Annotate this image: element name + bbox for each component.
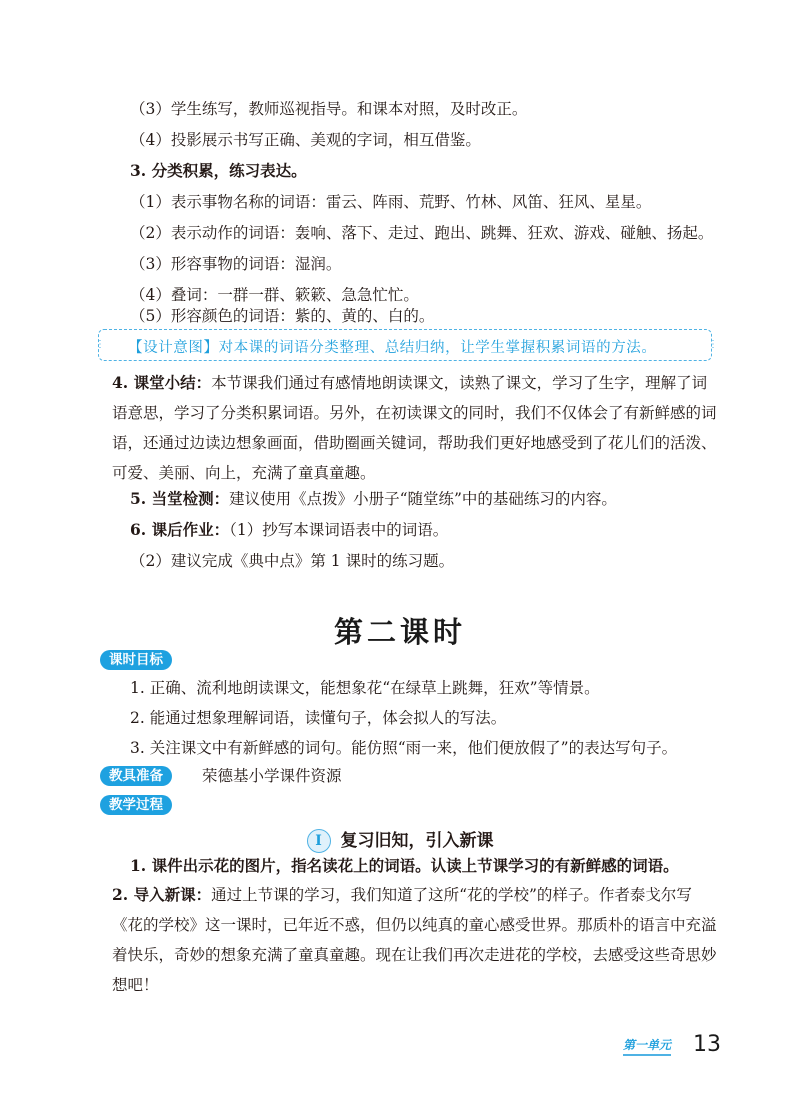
lesson-summary (112, 368, 718, 488)
part1-step-2 (112, 880, 718, 1000)
step3-item-3: （3）形容事物的词语：湿润。 (130, 255, 342, 273)
dots-right-icon: ⋮ (708, 339, 718, 350)
goal-3: 3. 关注课文中有新鲜感的词句。能仿照“雨一来，他们便放假了”的表达写句子。 (130, 739, 678, 757)
summary-lead: 4. 课堂小结： (112, 373, 212, 392)
homework-item-2: （2）建议完成《典中点》第 1 课时的练习题。 (130, 552, 455, 570)
part1-step2-text: 通过上节课的学习，我们知道了这所“花的学校”的样子。作者泰戈尔写《花的学校》这一课时，已年近不惑，但仍以纯真的童心感受世界。那质朴的语言中充溢着快乐，奇妙的想象充满了童真童趣。现在让我们再次走进花的学校，去感受这些奇思妙想吧！ (112, 886, 717, 994)
check-lead: 5. 当堂检测： (130, 489, 230, 508)
goals-tag: 课时目标 (100, 650, 172, 670)
tools-tag: 教具准备 (100, 766, 172, 786)
part1-step-1: 1. 课件出示花的图片，指名读花上的词语。认读上节课学习的有新鲜感的词语。 (130, 856, 679, 875)
step-4-projection: （4）投影展示书写正确、美观的字词，相互借鉴。 (130, 131, 481, 149)
in-class-check (130, 489, 617, 509)
step3-item-5: （5）形容颜色的词语：紫的、黄的、白的。 (130, 307, 435, 325)
step3-item-1: （1）表示事物名称的词语：雷云、阵雨、荒野、竹林、风笛、狂风、星星。 (130, 193, 652, 211)
check-text: 建议使用《点拨》小册子“随堂练”中的基础练习的内容。 (229, 490, 617, 508)
summary-text: 本节课我们通过有感情地朗读课文，读熟了课文，学习了生字，理解了词语意思，学习了分类积累词语。另外，在初读课文的同时，我们不仅体会了有新鲜感的词语，还通过边读边想象画面，借助圈画关键词，帮助我们更好地感受到了花儿们的活泼、可爱、美丽、向上，充满了童真童趣。 (112, 374, 717, 482)
part1-step2-lead: 2. 导入新课： (112, 885, 212, 904)
step-3-practice: （3）学生练写，教师巡视指导。和课本对照，及时改正。 (130, 100, 528, 118)
homework-item-1: （1）抄写本课词语表中的词语。 (229, 521, 449, 539)
homework (130, 520, 448, 540)
homework-lead: 6. 课后作业： (130, 520, 230, 539)
roman-numeral-icon: I (307, 829, 331, 853)
footer-unit-label: 第一单元 (623, 1036, 671, 1056)
goal-2: 2. 能通过想象理解词语，读懂句子，体会拟人的写法。 (130, 709, 507, 727)
step3-item-2: （2）表示动作的词语：轰响、落下、走过、跑出、跳舞、狂欢、游戏、碰触、扬起。 (130, 224, 714, 242)
part1-title: 复习旧知，引入新课 (340, 831, 494, 851)
goal-1: 1. 正确、流利地朗读课文，能想象花“在绿草上跳舞，狂欢”等情景。 (130, 679, 600, 697)
lesson-title: 第二课时 (333, 615, 466, 649)
step3-item-4: （4）叠词：一群一群、簌簌、急急忙忙。 (130, 286, 419, 304)
part1-heading (0, 826, 800, 853)
page-number: 13 (693, 1032, 721, 1057)
design-intent-text: 【设计意图】对本课的词语分类整理、总结归纳，让学生掌握积累词语的方法。 (128, 340, 657, 356)
process-tag: 教学过程 (100, 795, 172, 815)
tools-text: 荣德基小学课件资源 (202, 767, 342, 785)
step3-heading: 3. 分类积累，练习表达。 (130, 161, 307, 180)
dots-left-icon: ⋮ (95, 339, 105, 350)
